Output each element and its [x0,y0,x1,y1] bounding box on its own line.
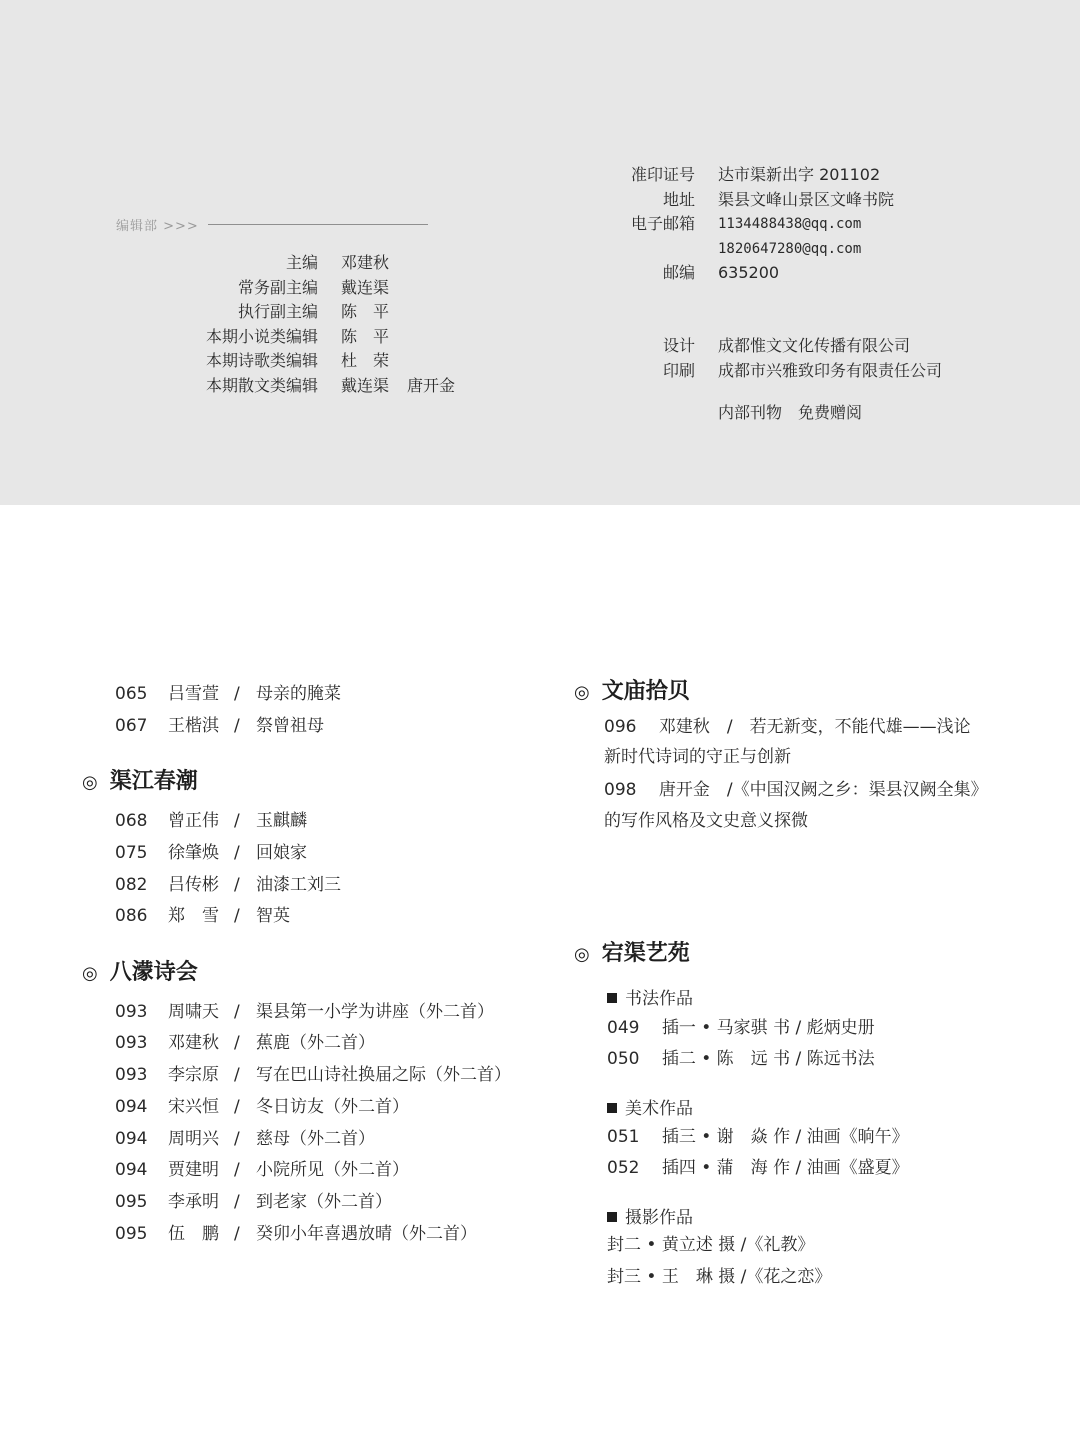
author: 邓建秋 [168,1033,219,1053]
separator: / [234,1065,240,1085]
entry-title: 渠县第一小学为讲座（外二首） [256,1002,494,1022]
staff-name: 邓建秋 [341,253,390,272]
info-value: 渠县文峰山景区文峰书院 [718,189,895,209]
entry-title: 慈母（外二首） [256,1129,375,1149]
subsection-title: 书法作品 [625,989,693,1009]
section-heading [82,764,198,795]
author: 贾建明 [168,1160,219,1180]
divider [208,224,428,225]
info-row [600,261,1020,286]
page-number: 095 [115,1224,148,1244]
info-label: 印刷 [662,360,695,380]
toc-entry-line[interactable]: 052 插四 • 蒲 海 作 / 油画《盛夏》 [607,1158,909,1178]
info-row [600,401,1020,426]
staff-row [150,325,490,350]
bullseye-icon: ◎ [574,944,590,965]
entry-title: 母亲的腌菜 [256,684,341,704]
toc-entry[interactable] [115,872,535,898]
staff-row [150,349,490,374]
entry-title: 小院所见（外二首） [256,1160,409,1180]
author: 王楷淇 [168,716,219,736]
bullseye-icon: ◎ [82,963,98,984]
info-row [600,237,1020,262]
author: 伍 鹏 [168,1224,219,1244]
subsection-heading [607,1094,693,1119]
author: 曾正伟 [168,811,219,831]
toc-entry-line[interactable]: 096 邓建秋 / 若无新变，不能代雄——浅论 [604,717,971,737]
info-value: 达市渠新出字 201102 [718,165,881,184]
toc-entry-line[interactable]: 050 插二 • 陈 远 书 / 陈远书法 [607,1049,875,1069]
separator: / [234,906,240,926]
page-number: 075 [115,843,148,863]
email-value: 1820647280@qq.com [718,240,862,257]
staff-row [150,300,490,325]
bullseye-icon: ◎ [82,772,98,793]
info-row [600,359,1020,384]
info-value: 635200 [718,263,780,283]
entry-title: 玉麒麟 [256,811,307,831]
separator: / [234,1160,240,1180]
publication-info [600,163,1020,426]
staff-name: 陈 平 [341,326,390,346]
author: 周明兴 [168,1129,219,1149]
page-number: 093 [115,1033,148,1053]
entry-title: 癸卯小年喜遇放晴（外二首） [256,1224,477,1244]
staff-role: 本期诗歌类编辑 [205,351,318,371]
toc-entry[interactable] [115,999,545,1025]
author: 宋兴恒 [168,1097,219,1117]
email-value: 1134488438@qq.com [718,216,862,233]
info-label: 准印证号 [630,165,695,184]
toc-entry-line[interactable]: 的写作风格及文史意义探微 [604,811,808,831]
editorial-heading-text: 编辑部 >>> [116,219,199,234]
entry-title: 蕉鹿（外二首） [256,1033,375,1053]
staff-row [150,276,490,301]
page-number: 094 [115,1097,148,1117]
page-number: 095 [115,1192,148,1212]
info-row [600,212,1020,237]
info-label: 邮编 [662,263,695,283]
toc-entry[interactable] [115,713,535,739]
entry-title: 回娘家 [256,843,307,863]
entry-title: 写在巴山诗社换届之际（外二首） [256,1065,511,1085]
info-label: 电子邮箱 [630,214,695,234]
spacer [600,383,1020,401]
separator: / [234,875,240,895]
toc-entry[interactable] [115,1126,545,1152]
toc-entry-line[interactable]: 封二 • 黄立述 摄 /《礼教》 [607,1235,815,1255]
separator: / [234,843,240,863]
page-number: 094 [115,1160,148,1180]
separator: / [234,684,240,704]
info-label: 地址 [662,189,695,209]
page-number: 082 [115,875,148,895]
page-number: 067 [115,716,148,736]
page-number: 068 [115,811,148,831]
toc-entry[interactable] [115,1030,545,1056]
info-row [600,163,1020,188]
separator: / [234,716,240,736]
staff-name-2: 唐开金 [407,375,456,395]
page-number: 065 [115,684,148,704]
staff-name: 陈 平 [341,302,390,322]
section-title: 八濛诗会 [109,959,198,985]
page-number: 093 [115,1065,148,1085]
entry-title: 油漆工刘三 [256,875,341,895]
toc-entry-line[interactable]: 049 插一 • 马家骐 书 / 彪炳史册 [607,1018,875,1038]
toc-entry-line[interactable]: 封三 • 王 琳 摄 /《花之恋》 [607,1267,832,1287]
subsection-heading [607,1203,693,1228]
page-number: 086 [115,906,148,926]
section-heading [82,955,198,986]
staff-role: 常务副主编 [237,277,318,297]
author: 周啸天 [168,1002,219,1022]
staff-role: 执行副主编 [237,302,318,322]
toc-entry[interactable] [115,1062,545,1088]
info-value: 成都惟文文化传播有限公司 [718,335,911,355]
info-row [600,334,1020,359]
toc-entry[interactable] [115,681,535,707]
square-bullet-icon [607,1212,617,1222]
entry-title: 祭曾祖母 [256,716,324,736]
toc-entry[interactable] [115,1189,545,1215]
staff-role: 本期散文类编辑 [205,375,318,395]
separator: / [234,1192,240,1212]
section-title: 宕渠艺苑 [601,940,690,966]
entry-title: 到老家（外二首） [256,1192,392,1212]
separator: / [234,1224,240,1244]
staff-role: 主编 [285,253,318,272]
square-bullet-icon [607,993,617,1003]
author: 吕传彬 [168,875,219,895]
staff-name: 杜 荣 [341,351,390,371]
toc-entry[interactable] [115,840,535,866]
staff-row [150,251,490,276]
staff-list [150,251,490,399]
staff-name: 戴连渠 [341,375,390,395]
toc-entry[interactable] [115,1221,545,1247]
toc-entry[interactable] [115,903,535,929]
info-label: 设计 [662,335,695,355]
author: 郑 雪 [168,906,219,926]
toc-entry[interactable] [115,1157,545,1183]
author: 徐肇焕 [168,843,219,863]
separator: / [234,1097,240,1117]
separator: / [234,1033,240,1053]
toc-entry[interactable] [115,808,535,834]
page-number: 093 [115,1002,148,1022]
entry-title: 智英 [256,906,290,926]
section-heading [574,936,690,967]
author: 吕雪萱 [168,684,219,704]
author: 李承明 [168,1192,219,1212]
subsection-title: 摄影作品 [625,1208,693,1228]
spacer [600,286,1020,334]
section-heading [574,674,690,705]
toc-entry-line[interactable]: 098 唐开金 /《中国汉阙之乡：渠县汉阙全集》 [604,780,988,800]
separator: / [234,1002,240,1022]
square-bullet-icon [607,1103,617,1113]
staff-row [150,374,490,399]
bullseye-icon: ◎ [574,682,590,703]
toc-entry-line[interactable]: 051 插三 • 谢 焱 作 / 油画《晌午》 [607,1127,909,1147]
toc-entry-line[interactable]: 新时代诗词的守正与创新 [604,747,791,767]
section-title: 渠江春潮 [109,768,198,794]
separator: / [234,811,240,831]
toc-entry[interactable] [115,1094,545,1120]
editorial-heading [116,215,436,235]
subsection-heading [607,984,693,1009]
entry-title: 冬日访友（外二首） [256,1097,409,1117]
section-title: 文庙拾贝 [601,678,690,704]
info-row [600,188,1020,213]
subsection-title: 美术作品 [625,1099,693,1119]
staff-role: 本期小说类编辑 [205,326,318,346]
info-value: 成都市兴雅致印务有限责任公司 [718,360,943,380]
staff-name: 戴连渠 [341,277,390,297]
distribution-note: 内部刊物 免费赠阅 [718,403,863,423]
page-number: 094 [115,1129,148,1149]
author: 李宗原 [168,1065,219,1085]
separator: / [234,1129,240,1149]
